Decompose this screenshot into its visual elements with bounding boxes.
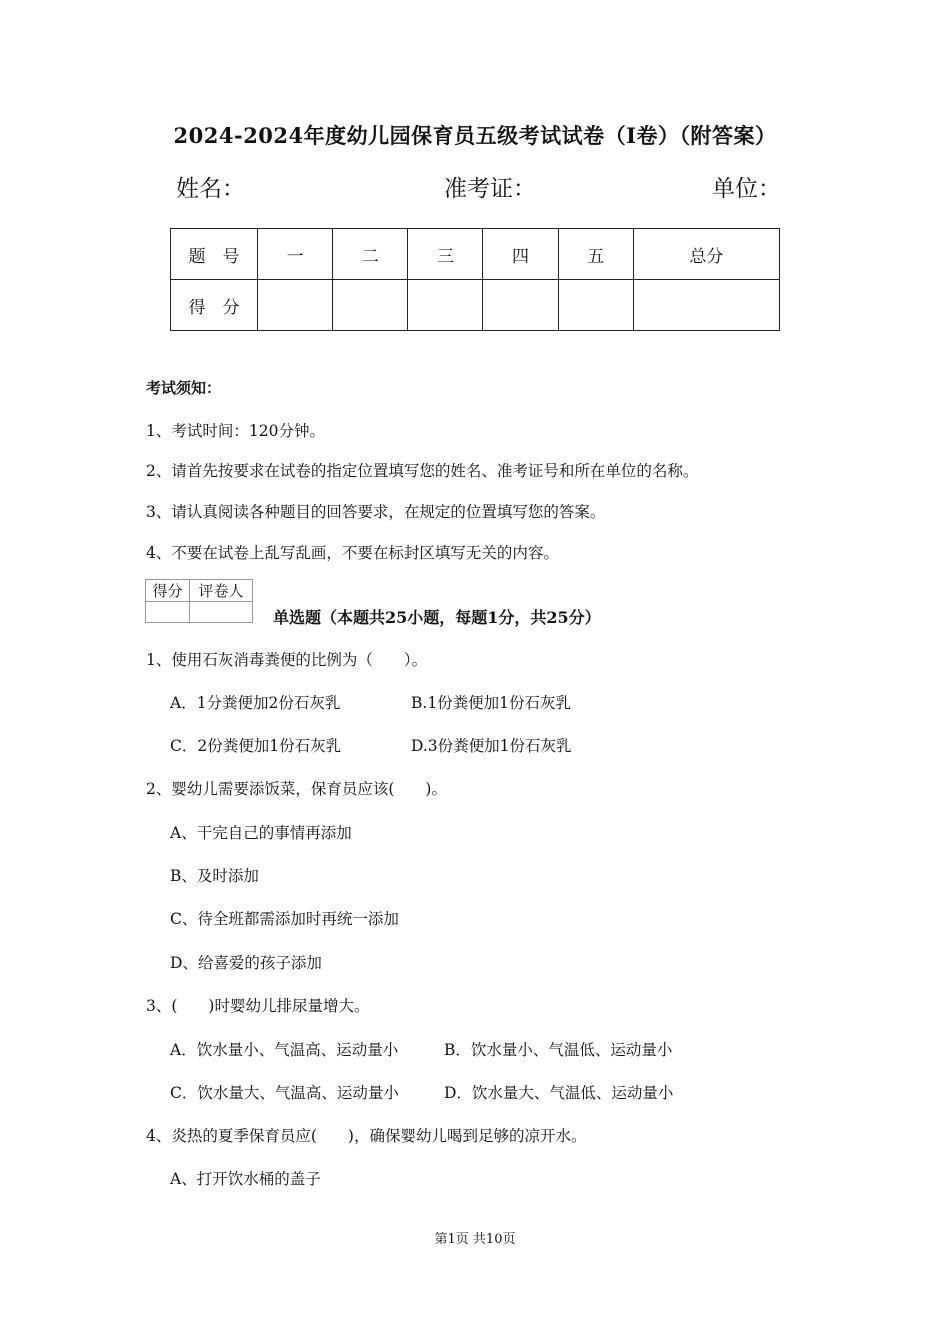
grader-name-cell bbox=[190, 602, 253, 623]
question-option: A．1分粪便加2份石灰乳 bbox=[170, 694, 341, 712]
notice-heading: 考试须知： bbox=[146, 379, 222, 397]
score-cell bbox=[258, 280, 333, 331]
exam-number-field-label: 准考证： bbox=[444, 176, 536, 202]
question-stem: 1、使用石灰消毒粪便的比例为（ ）。 bbox=[146, 651, 428, 669]
grader-score-label: 得分 bbox=[146, 580, 190, 602]
score-table-header-cell: 五 bbox=[558, 229, 633, 280]
score-table-score-row bbox=[171, 280, 780, 331]
grader-score-cell bbox=[146, 602, 190, 623]
score-cell bbox=[558, 280, 633, 331]
question-option: A．饮水量小、气温高、运动量小 bbox=[170, 1041, 399, 1059]
grader-name-label: 评卷人 bbox=[190, 580, 253, 602]
score-table-header-cell: 三 bbox=[408, 229, 483, 280]
question-option: B．饮水量小、气温低、运动量小 bbox=[444, 1041, 673, 1059]
question-option: B.1份粪便加1份石灰乳 bbox=[411, 694, 572, 712]
score-table bbox=[170, 228, 780, 331]
unit-field-label: 单位： bbox=[712, 176, 781, 202]
question-option: D．饮水量大、气温低、运动量小 bbox=[444, 1084, 674, 1102]
question-option: B、及时添加 bbox=[170, 867, 259, 885]
score-table-header-cell: 题 号 bbox=[171, 229, 258, 280]
question-option: A、干完自己的事情再添加 bbox=[170, 824, 352, 842]
score-row-label: 得 分 bbox=[171, 280, 258, 331]
question-option: C．2份粪便加1份石灰乳 bbox=[170, 737, 342, 755]
notice-item: 3、请认真阅读各种题目的回答要求，在规定的位置填写您的答案。 bbox=[146, 503, 606, 521]
question-option: C、待全班都需添加时再统一添加 bbox=[170, 910, 399, 928]
score-table-header-cell: 四 bbox=[483, 229, 558, 280]
score-table-header-row bbox=[171, 229, 780, 280]
question-stem: 3、( )时婴幼儿排尿量增大。 bbox=[146, 997, 370, 1015]
name-field-label: 姓名： bbox=[176, 176, 245, 202]
score-cell bbox=[483, 280, 558, 331]
score-table-header-cell: 二 bbox=[333, 229, 408, 280]
notice-item: 2、请首先按要求在试卷的指定位置填写您的姓名、准考证号和所在单位的名称。 bbox=[146, 462, 699, 480]
section-title: 单选题（本题共25小题，每题1分，共25分） bbox=[273, 608, 601, 627]
score-table-header-cell: 总分 bbox=[633, 229, 779, 280]
exam-title: 2024-2024年度幼儿园保育员五级考试试卷（I卷）（附答案） bbox=[173, 123, 777, 148]
page-footer: 第1页 共10页 bbox=[434, 1232, 516, 1247]
notice-item: 4、不要在试卷上乱写乱画，不要在标封区填写无关的内容。 bbox=[146, 544, 559, 562]
score-cell bbox=[333, 280, 408, 331]
question-option: C．饮水量大、气温高、运动量小 bbox=[170, 1084, 399, 1102]
score-cell bbox=[633, 280, 779, 331]
notice-item: 1、考试时间：120分钟。 bbox=[146, 422, 325, 440]
question-option: A、打开饮水桶的盖子 bbox=[170, 1170, 321, 1188]
question-option: D、给喜爱的孩子添加 bbox=[170, 954, 322, 972]
score-cell bbox=[408, 280, 483, 331]
score-table-header-cell: 一 bbox=[258, 229, 333, 280]
question-stem: 4、炎热的夏季保育员应( )，确保婴幼儿喝到足够的凉开水。 bbox=[146, 1127, 587, 1145]
question-option: D.3份粪便加1份石灰乳 bbox=[411, 737, 572, 755]
grader-box bbox=[145, 579, 253, 623]
question-stem: 2、婴幼儿需要添饭菜，保育员应该( )。 bbox=[146, 780, 447, 798]
